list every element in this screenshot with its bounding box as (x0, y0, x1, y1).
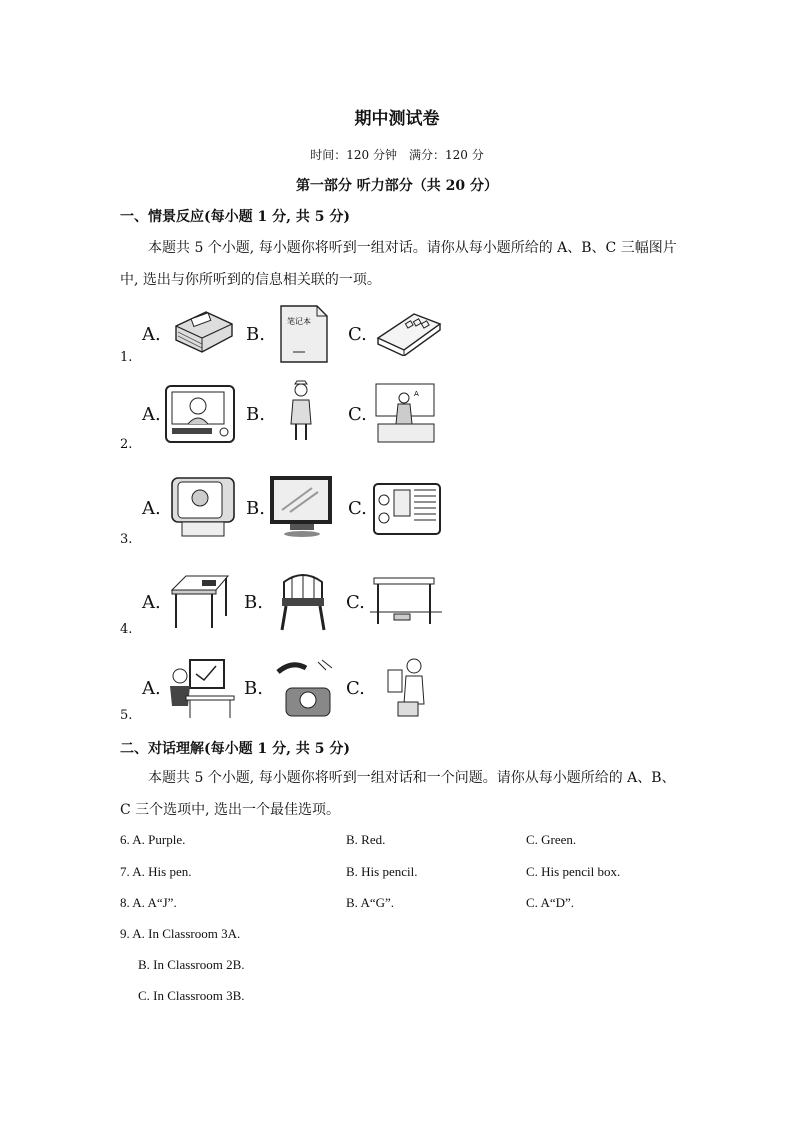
q9-option-a: 9. A. In Classroom 3A. (120, 926, 241, 941)
q9-option-c: C. In Classroom 3B. (138, 988, 245, 1003)
q1-number: 1. (120, 350, 133, 365)
telephone-image (272, 658, 340, 720)
section2-instructions (120, 762, 680, 826)
radio-image (370, 476, 444, 538)
section1-heading: 一、情景反应(每小题 1 分, 共 5 分) (120, 209, 350, 225)
book-image (374, 308, 444, 356)
section1-instructions (120, 232, 680, 296)
q6-option-c: C. Green. (526, 832, 577, 847)
q5-number: 5. (120, 708, 133, 723)
q7-option-b: B. His pencil. (346, 864, 418, 879)
table-with-books-image (168, 572, 232, 630)
tv-image (168, 474, 238, 540)
books-stack-image (170, 306, 236, 358)
svg-text:A: A (414, 390, 419, 398)
q1-option-c-label: C. (348, 324, 367, 345)
q4-number: 4. (120, 622, 133, 637)
q2-option-c-label: C. (348, 404, 367, 425)
q9-option-b: B. In Classroom 2B. (138, 957, 245, 972)
q7-option-c: C. His pencil box. (526, 864, 621, 879)
q4-option-b-label: B. (244, 592, 263, 613)
q3-number: 3. (120, 532, 133, 547)
q1-option-b-label: B. (246, 324, 265, 345)
section2-heading: 二、对话理解(每小题 1 分, 共 5 分) (120, 741, 350, 757)
monitor-image (268, 474, 338, 540)
q4-option-c-label: C. (346, 592, 365, 613)
nurse-image (286, 380, 316, 446)
q5-option-b-label: B. (244, 678, 263, 699)
exam-meta: 时间：120 分钟 满分：120 分 (310, 148, 484, 162)
q3-option-b-label: B. (246, 498, 265, 519)
q2-option-b-label: B. (246, 404, 265, 425)
computer-user-image (166, 656, 236, 720)
q8-option-b: B. A“G”. (346, 895, 395, 910)
q2-number: 2. (120, 437, 133, 452)
q8-option-a: 8. A. A“J”. (120, 895, 177, 910)
q4-option-a-label: A. (142, 592, 161, 613)
q2-option-a-label: A. (142, 404, 161, 425)
q3-option-a-label: A. (142, 498, 161, 519)
q5-option-c-label: C. (346, 678, 365, 699)
bus-driver-image (164, 382, 236, 446)
part-title: 第一部分 听力部分（共 20 分） (295, 178, 499, 194)
q5-option-a-label: A. (142, 678, 161, 699)
person-with-box-image (384, 656, 432, 720)
notebook-label: 笔记本 (287, 317, 311, 326)
q7-option-a: 7. A. His pen. (120, 864, 192, 879)
q6-option-a: 6. A. Purple. (120, 832, 186, 847)
chair-image (278, 568, 328, 632)
section1-instructions-text: 本题共 5 个小题, 每小题你将听到一组对话。请你从每小题所给的 A、B、C 三幅图片中, 选出与你所听到的信息相关联的一项。 (120, 240, 677, 288)
section2-instructions-text: 本题共 5 个小题, 每小题你将听到一组对话和一个问题。请你从每小题所给的 A、B、C 三个选项中, 选出一个最佳选项。 (120, 770, 676, 818)
page-title: 期中测试卷 (354, 109, 440, 129)
q3-option-c-label: C. (348, 498, 367, 519)
q8-option-c: C. A“D”. (526, 895, 575, 910)
teacher-image (374, 380, 436, 446)
desk-image (370, 574, 442, 628)
q1-option-a-label: A. (142, 324, 161, 345)
q6-option-b: B. Red. (346, 832, 386, 847)
notebook-image (273, 302, 333, 366)
